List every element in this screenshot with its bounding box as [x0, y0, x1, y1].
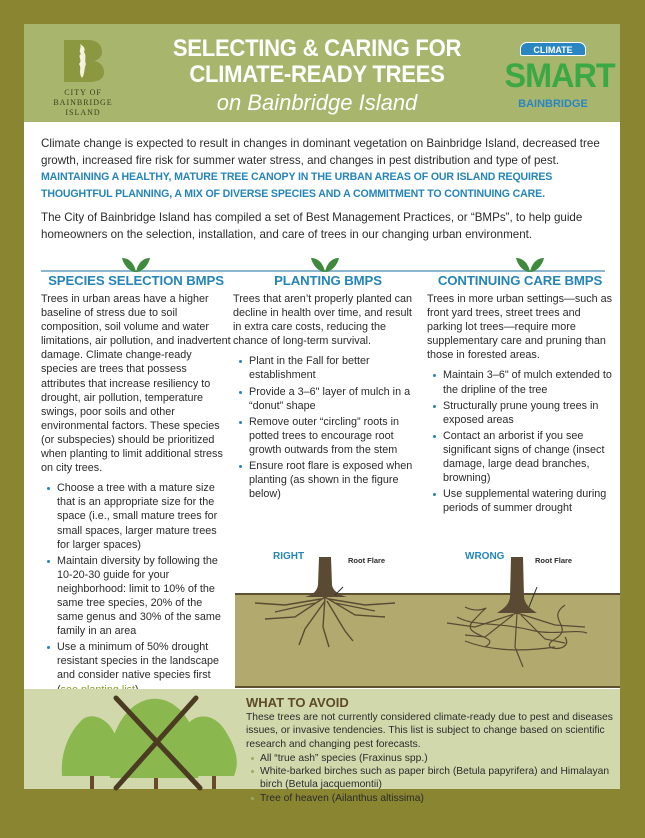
city-b-logo-icon [60, 38, 106, 84]
crossed-out-trees-icon [60, 692, 256, 789]
list-item: Provide a 3–6" layer of mulch in a “donut” shape [233, 385, 423, 413]
climate-smart-logo [498, 36, 615, 116]
bullet-list [427, 368, 613, 515]
header-banner [24, 24, 620, 122]
right-label: RIGHT [273, 551, 305, 562]
avoid-list [246, 752, 616, 805]
leaf-icon [516, 256, 544, 272]
title-line-2: CLIMATE-READY TREES [189, 61, 445, 88]
species-selection-column [41, 272, 231, 699]
bullet-list [233, 354, 423, 501]
intro-text: Climate change is expected to result in changes in dominant vegetation on Bainbridge Island, decreased tree growth, increased fire risk for summer water stress, and changes in pest distribution and type of pest. [41, 137, 600, 167]
list-item: Choose a tree with a mature size that is an appropriate size for the space (i.e., small mature trees for small spaces, larger mature trees for larger spaces) [41, 481, 231, 551]
list-item: All “true ash” species (Fraxinus spp.) [246, 752, 616, 765]
leaf-icon [311, 256, 339, 272]
bullet-list [41, 481, 231, 696]
what-to-avoid-section [246, 694, 616, 805]
list-item: Contact an arborist if you see significant signs of change (insect damage, large dead branches, browning) [427, 429, 613, 485]
bainbridge-word: BAINBRIDGE [518, 98, 588, 110]
list-item: White-barked birches such as paper birch (Betula papyrifera) and Himalayan birch (Betula jacquemontii) [246, 765, 616, 792]
intro-section [41, 136, 611, 251]
list-item: Tree of heaven (Ailanthus altissima) [246, 792, 616, 805]
list-item: Maintain 3–6" of mulch extended to the dripline of the tree [427, 368, 613, 396]
root-flare-diagram [235, 551, 620, 689]
section-title: CONTINUING CARE BMPS [437, 273, 603, 288]
smart-word: SMART [504, 57, 615, 95]
leaf-icon [122, 256, 150, 272]
city-logo-line1: CITY OF [64, 88, 102, 97]
list-item: Plant in the Fall for better establishment [233, 354, 423, 382]
wrong-label: WRONG [465, 551, 505, 562]
tree-roots-illustration [235, 557, 620, 689]
planting-column [233, 272, 423, 503]
section-title: PLANTING BMPS [274, 273, 382, 288]
list-item: Structurally prune young trees in exposed areas [427, 399, 613, 427]
list-item-text: Use a minimum of 50% drought resistant species in the landscape and consider native species first [57, 641, 220, 682]
root-flare-label: Root Flare [348, 556, 386, 565]
title-block [152, 36, 482, 117]
section-body: Trees in urban areas have a higher baseline of stress due to soil composition, soil volume and water limitations, air pollution, and inadvertent damage. Climate change-ready species are trees that possess attributes that increase resiliency to drought, air pollution, temperature swings, poor soils and other environmental factors. These species (or subspecies) should be prioritized when planting to limit additional stress on city trees. [41, 293, 231, 475]
root-flare-label: Root Flare [535, 556, 573, 565]
intro-highlight: MAINTAINING A HEALTHY, MATURE TREE CANOPY IN THE URBAN AREAS OF OUR ISLAND REQUIRES THOUGHTFUL PLANNING, A MIX OF DIVERSE SPECIES AND A COMMITMENT TO CONTINUING CARE. [41, 171, 553, 200]
avoid-title: WHAT TO AVOID [246, 695, 349, 710]
title-line-1: SELECTING & CARING FOR [172, 35, 462, 62]
section-title: SPECIES SELECTION BMPS [48, 273, 224, 288]
avoid-body: These trees are not currently considered climate-ready due to pest and diseases issues, or invasive tendencies. This list is subject to change based on scientific research and changing pest forecasts. [246, 712, 613, 750]
flyer-page [24, 24, 620, 804]
intro-paragraph [41, 136, 611, 202]
list-item: Ensure root flare is exposed when planting (as shown in the figure below) [233, 459, 423, 501]
list-item: Remove outer “circling” roots in potted trees to encourage root growth outwards from the stem [233, 415, 423, 457]
section-body: Trees that aren’t properly planted can decline in health over time, and result in extra care costs, reducing the chance of long-term survival. [233, 293, 413, 348]
climate-banner: CLIMATE [520, 42, 586, 56]
city-logo-line2: BAINBRIDGE ISLAND [53, 98, 113, 117]
section-body: Trees in more urban settings—such as front yard trees, street trees and parking lot trees—require more supplementary care and pruning than those in forested areas. [427, 293, 613, 362]
intro-paragraph-2: The City of Bainbridge Island has compiled a set of Best Management Practices, or “BMPs”, to help guide homeowners on the selection, installation, and care of trees in our changing urban environment. [41, 211, 583, 241]
list-item: Maintain diversity by following the 10-20-30 guide for your neighborhood: limit to 10% of the same tree species, 20% of the same genus and 30% of the same family in an area [41, 554, 231, 639]
city-logo [38, 38, 128, 118]
list-item: Use supplemental watering during periods of summer drought [427, 487, 613, 515]
title-subtitle: on Bainbridge Island [216, 90, 418, 115]
continuing-care-column [427, 272, 613, 517]
